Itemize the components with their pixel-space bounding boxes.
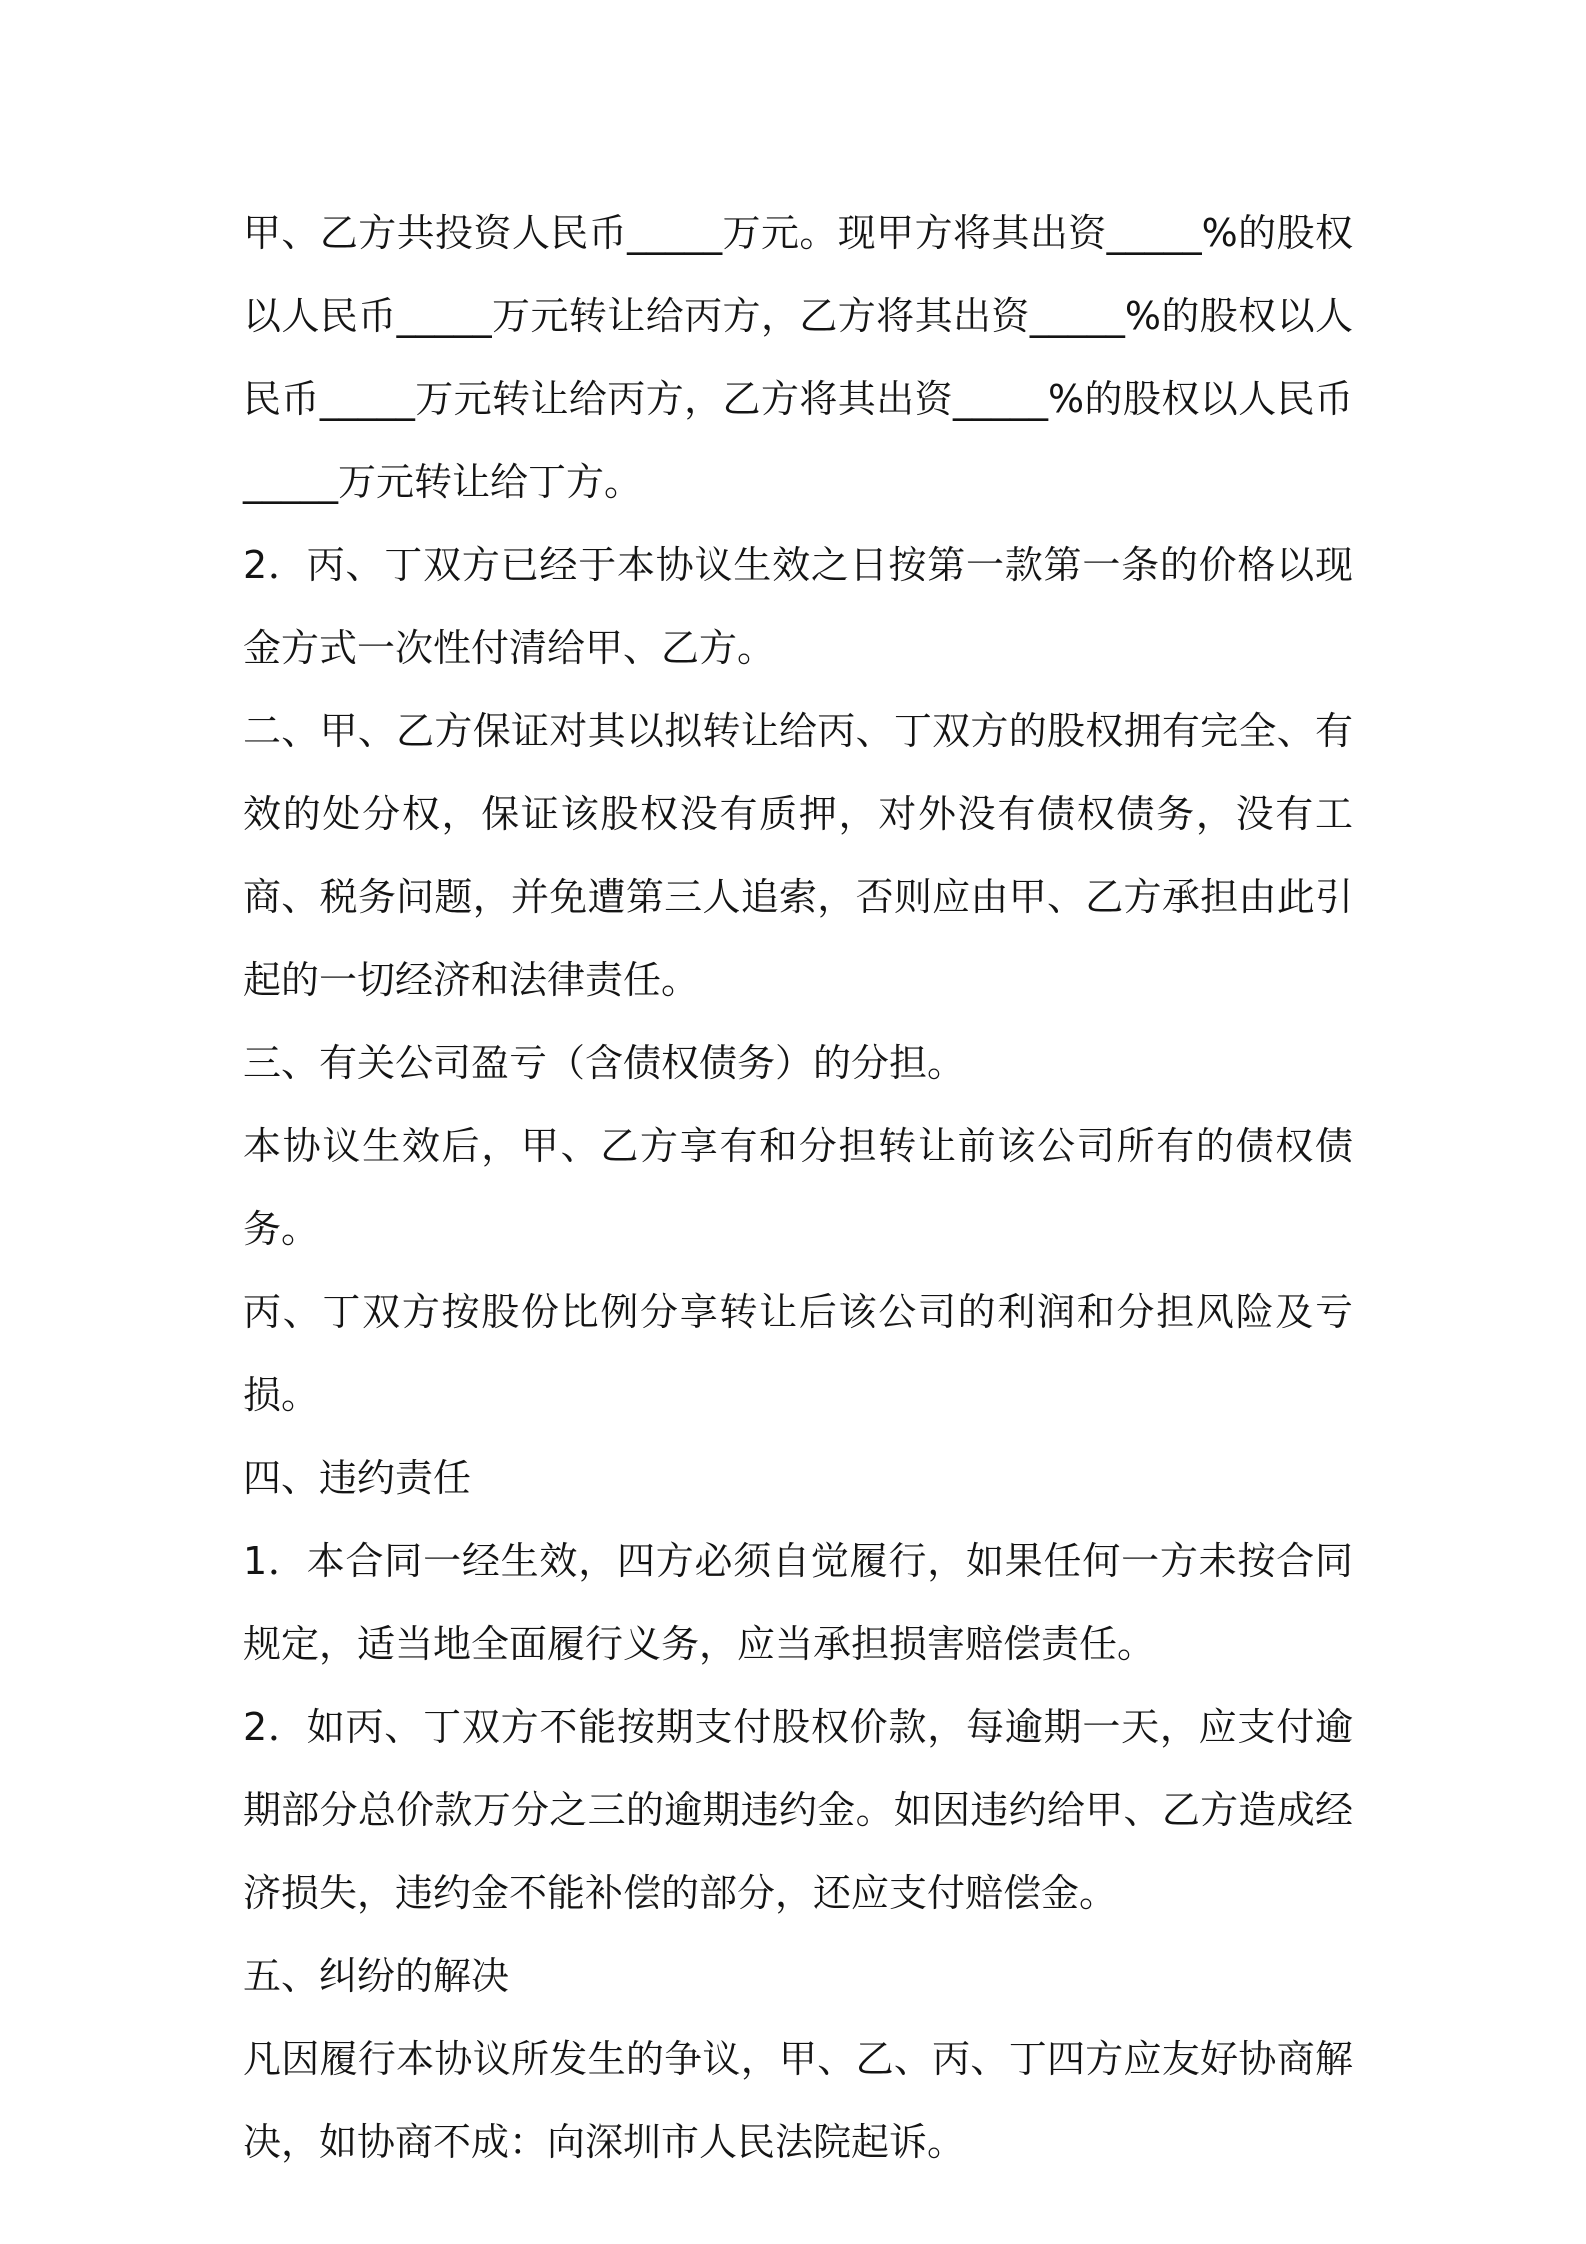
paragraph-breach-1: 1．本合同一经生效，四方必须自觉履行，如果任何一方未按合同规定，适当地全面履行义务，应当承担损害赔偿责任。 [243,1539,1353,1666]
paragraph-dispute: 凡因履行本协议所发生的争议，甲、乙、丙、丁四方应友好协商解决，如协商不成：向深圳市人民法院起诉。 [243,2037,1353,2164]
heading-dispute-resolution: 五、纠纷的解决 [243,1954,510,1998]
paragraph-guarantee: 二、甲、乙方保证对其以拟转让给丙、丁双方的股权拥有完全、有效的处分权，保证该股权没有质押，对外没有债权债务，没有工商、税务问题，并免遭第三人追索，否则应由甲、乙方承担由此引起的一切经济和法律责任。 [243,709,1353,1002]
heading-profit-loss: 三、有关公司盈亏（含债权债务）的分担。 [243,1041,966,1085]
paragraph-share-transfer: 甲、乙方共投资人民币_____万元。现甲方将其出资_____%的股权以人民币_____万元转让给丙方，乙方将其出资_____%的股权以人民币_____万元转让给丙方，乙方将其出资_____%的股权以人民币_____万元转让给丁方。 [243,211,1353,504]
paragraph-buyer-profits: 丙、丁双方按股份比例分享转让后该公司的利润和分担风险及亏损。 [243,1290,1353,1417]
heading-breach-liability: 四、违约责任 [243,1456,472,1500]
paragraph-payment: 2．丙、丁双方已经于本协议生效之日按第一款第一条的价格以现金方式一次性付清给甲、乙方。 [243,543,1353,670]
paragraph-seller-debts: 本协议生效后，甲、乙方享有和分担转让前该公司所有的债权债务。 [243,1124,1353,1251]
document-body [243,192,1353,2184]
paragraph-breach-2: 2．如丙、丁双方不能按期支付股权价款，每逾期一天，应支付逾期部分总价款万分之三的逾期违约金。如因违约给甲、乙方造成经济损失，违约金不能补偿的部分，还应支付赔偿金。 [243,1705,1353,1915]
